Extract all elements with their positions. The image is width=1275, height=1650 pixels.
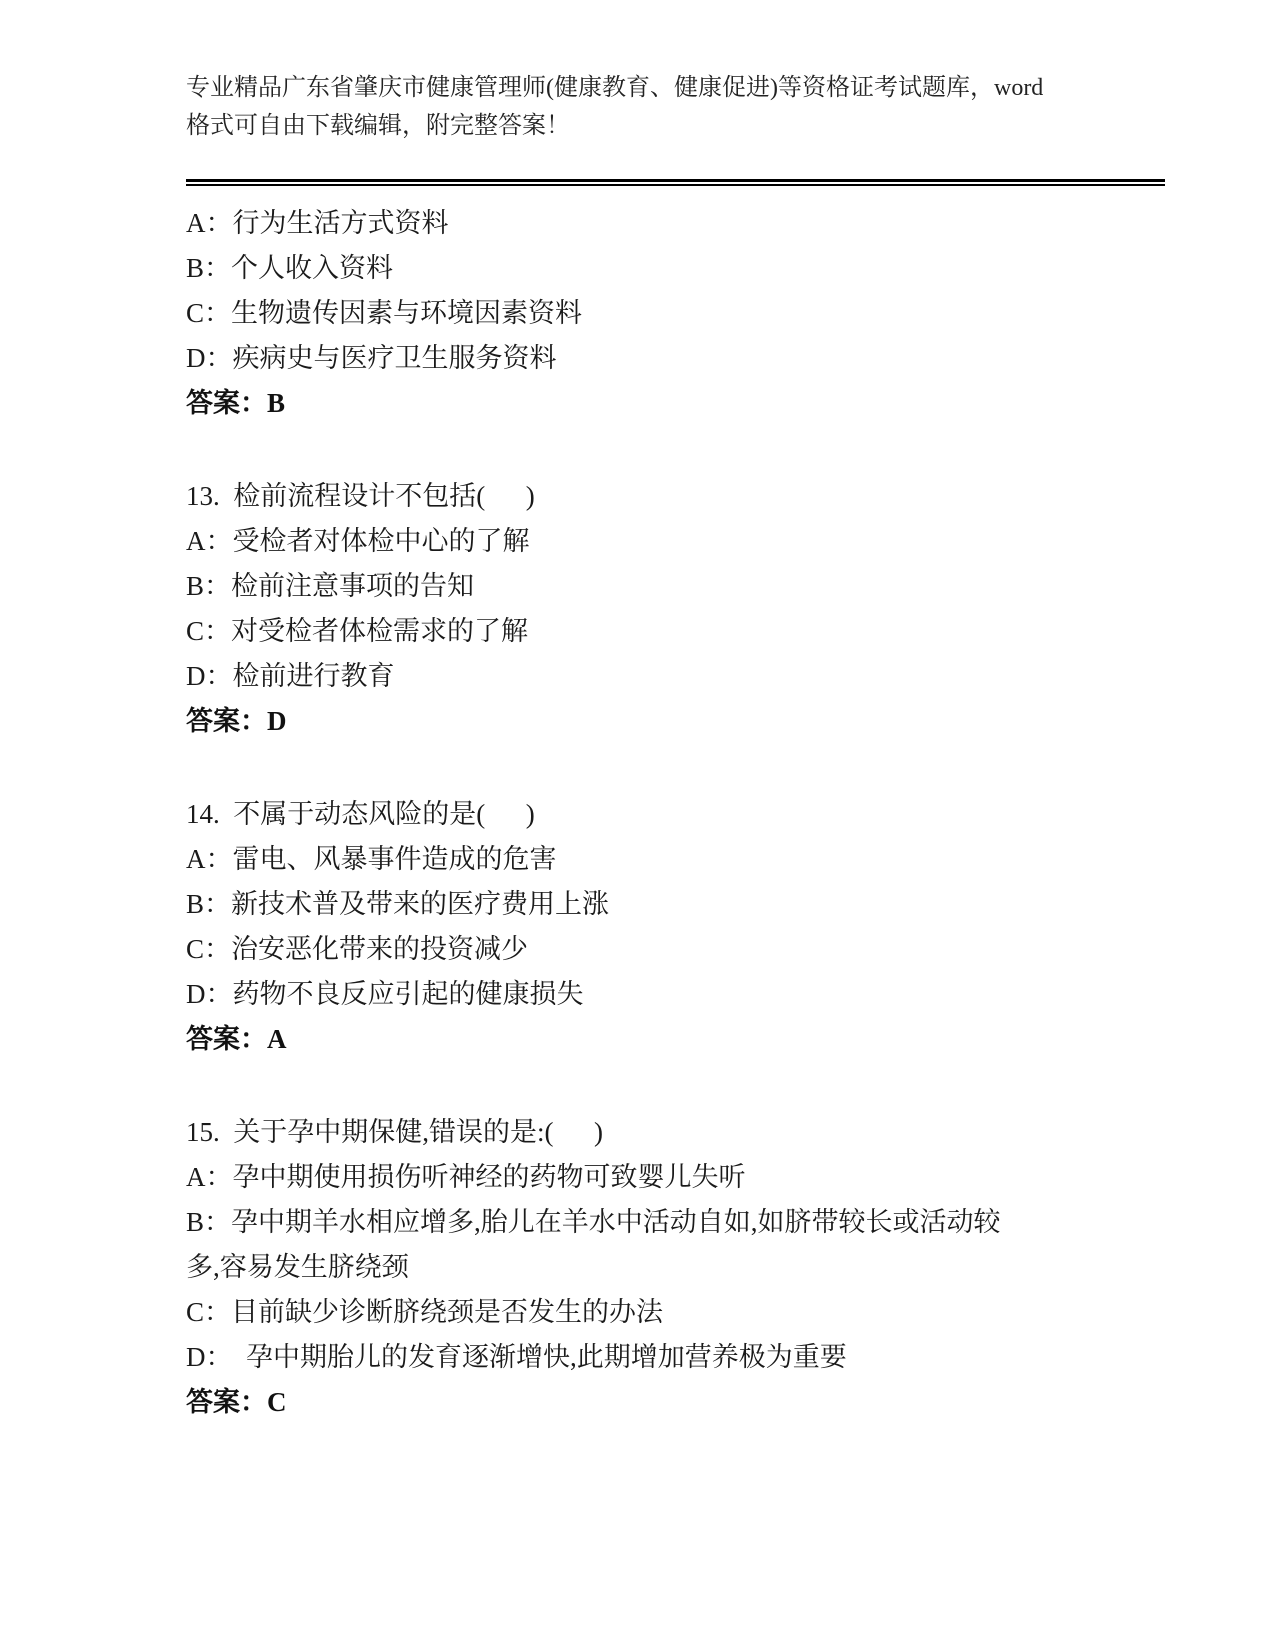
question-text-14: 14. 不属于动态风险的是( ) [186,799,535,829]
option-15-b-line-2: 多,容易发生脐绕颈 [186,1252,409,1282]
option-15-c: C：目前缺少诊断脐绕颈是否发生的办法 [186,1297,664,1327]
question-block-13 [186,474,1165,744]
option-12-c: C：生物遗传因素与环境因素资料 [186,298,583,328]
header-line-1: 专业精品广东省肇庆市健康管理师(健康教育、健康促进)等资格证考试题库，word [186,75,1044,101]
questions-area [186,201,1165,1425]
option-12-d: D：疾病史与医疗卫生服务资料 [186,343,557,373]
question-text-13: 13. 检前流程设计不包括( ) [186,481,535,511]
option-15-a: A：孕中期使用损伤听神经的药物可致婴儿失听 [186,1162,746,1192]
document-header [186,0,1165,145]
answer-12: 答案：B [186,388,286,418]
answer-15: 答案：C [186,1387,287,1417]
option-13-d: D：检前进行教育 [186,661,395,691]
option-14-a: A：雷电、风暴事件造成的危害 [186,844,557,874]
option-13-a: A：受检者对体检中心的了解 [186,526,530,556]
header-divider-rule [186,179,1165,186]
question-block-15 [186,1110,1165,1425]
option-12-b: B：个人收入资料 [186,253,394,283]
option-13-b: B：检前注意事项的告知 [186,571,475,601]
option-14-d: D：药物不良反应引起的健康损失 [186,979,584,1009]
option-15-d: D： 孕中期胎儿的发育逐渐增快,此期增加营养极为重要 [186,1342,847,1372]
option-14-c: C：治安恶化带来的投资减少 [186,934,529,964]
header-line-2: 格式可自由下载编辑，附完整答案！ [186,113,570,139]
question-block-12 [186,201,1165,426]
option-15-b-line-1: B：孕中期羊水相应增多,胎儿在羊水中活动自如,如脐带较长或活动较 [186,1207,1001,1237]
answer-13: 答案：D [186,706,287,736]
option-12-a: A：行为生活方式资料 [186,208,449,238]
option-13-c: C：对受检者体检需求的了解 [186,616,529,646]
answer-14: 答案：A [186,1024,287,1054]
option-14-b: B：新技术普及带来的医疗费用上涨 [186,889,610,919]
page-content [186,0,1165,1473]
question-text-15: 15. 关于孕中期保健,错误的是:( ) [186,1117,603,1147]
question-block-14 [186,792,1165,1062]
